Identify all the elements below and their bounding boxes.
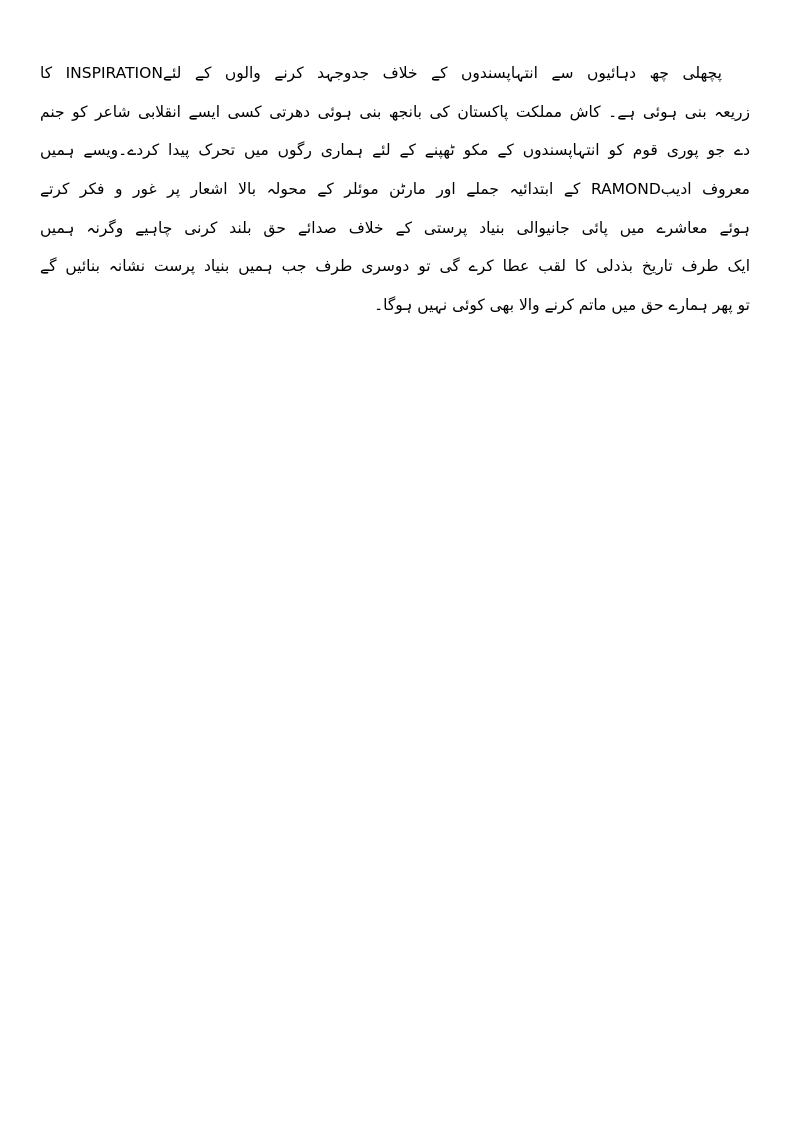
paragraph-line: زریعہ بنی ہوئی ہے۔ کاش مملکت پاکستان کی بانجھ بنی ہوئی دھرتی کسی ایسے انقلابی شاعر کو جنم [40,102,750,121]
paragraph-line: ایک طرف تاریخ بذدلی کا لقب عطا کرے گی تو دوسری طرف جب ہمیں بنیاد پرست نشانہ بنائیں گے [40,257,750,276]
urdu-paragraph [40,54,750,325]
paragraph-line: معروف ادیبRAMOND کے ابتدائیہ جملے اور مارٹن موئلر کے محولہ بالا اشعار پر غور و فکر کرتے [40,180,750,199]
paragraph-line: دے جو پوری قوم کو انتہاپسندوں کے مکو ٹھپنے کے لئے ہماری رگوں میں تحرک پیدا کردے۔ویسے ہمیں [40,141,750,160]
paragraph-line: تو پھر ہمارے حق میں ماتم کرنے والا بھی کوئی نہیں ہوگا۔ [374,296,750,315]
paragraph-line: ہوئے معاشرے میں پائی جانیوالی بنیاد پرستی کے خلاف صدائے حق بلند کرنی چاہیے وگرنہ ہمیں [40,218,750,237]
paragraph-line: پچھلی چھ دہائیوں سے انتہاپسندوں کے خلاف جدوجہد کرنے والوں کے لئےINSPIRATION کا [40,64,722,82]
